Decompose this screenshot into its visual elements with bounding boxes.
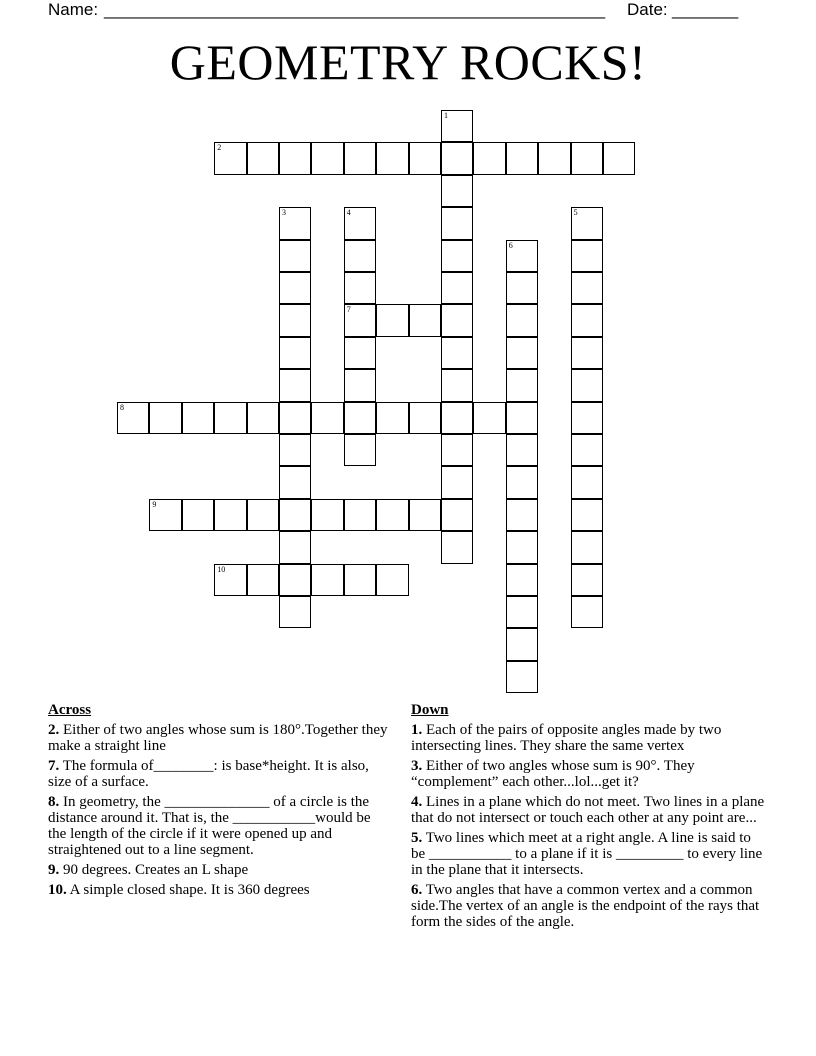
crossword-cell[interactable] — [571, 207, 603, 239]
crossword-cell[interactable] — [441, 434, 473, 466]
crossword-cell[interactable] — [344, 142, 376, 174]
crossword-cell[interactable] — [506, 499, 538, 531]
down-clues — [411, 702, 767, 934]
clue-number-label: 8 — [120, 402, 124, 412]
clue-number: 7. — [48, 758, 60, 774]
crossword-cell[interactable] — [279, 466, 311, 498]
crossword-cell[interactable] — [214, 564, 246, 596]
crossword-cell[interactable] — [506, 142, 538, 174]
clue-down — [411, 882, 767, 930]
date-label: Date: — [627, 0, 668, 19]
crossword-cell[interactable] — [279, 564, 311, 596]
crossword-cell[interactable] — [506, 531, 538, 563]
across-clues — [48, 702, 390, 902]
clue-down — [411, 794, 767, 826]
crossword-cell[interactable] — [473, 142, 505, 174]
crossword-cell[interactable] — [506, 628, 538, 660]
clue-number: 9. — [48, 862, 60, 878]
crossword-cell[interactable] — [376, 499, 408, 531]
crossword-cell[interactable] — [279, 304, 311, 336]
crossword-cell[interactable] — [344, 272, 376, 304]
crossword-cell[interactable] — [376, 564, 408, 596]
crossword-cell[interactable] — [344, 207, 376, 239]
crossword-cell[interactable] — [279, 531, 311, 563]
crossword-cell[interactable] — [311, 564, 343, 596]
crossword-cell[interactable] — [571, 402, 603, 434]
crossword-cell[interactable] — [279, 240, 311, 272]
crossword-cell[interactable] — [344, 304, 376, 336]
crossword-cell[interactable] — [247, 142, 279, 174]
clue-number: 2. — [48, 722, 60, 738]
crossword-cell[interactable] — [603, 142, 635, 174]
crossword-cell[interactable] — [571, 272, 603, 304]
crossword-cell[interactable] — [441, 272, 473, 304]
crossword-cell[interactable] — [506, 304, 538, 336]
crossword-cell[interactable] — [279, 369, 311, 401]
clue-number-label: 3 — [282, 208, 286, 218]
crossword-cell[interactable] — [344, 337, 376, 369]
clue-number: 4. — [411, 794, 423, 810]
crossword-cell[interactable] — [441, 110, 473, 142]
crossword-cell[interactable] — [571, 369, 603, 401]
clue-number: 5. — [411, 830, 423, 846]
crossword-cell[interactable] — [409, 499, 441, 531]
clue-number: 3. — [411, 758, 423, 774]
crossword-cell[interactable] — [571, 304, 603, 336]
clue-number-label: 7 — [346, 305, 351, 315]
crossword-cell[interactable] — [441, 499, 473, 531]
crossword-cell[interactable] — [279, 207, 311, 239]
crossword-cell[interactable] — [571, 466, 603, 498]
crossword-cell[interactable] — [182, 499, 214, 531]
crossword-cell[interactable] — [279, 142, 311, 174]
clue-text: 90 degrees. Creates an L shape — [59, 862, 249, 878]
clue-number-label: 1 — [444, 111, 448, 120]
crossword-cell[interactable] — [571, 564, 603, 596]
crossword-cell[interactable] — [149, 499, 181, 531]
clue-text: In geometry, the ______________ of a circle is the distance around it. That is, the ___________would be the length of the circle if it were opened up and straightened out to a line segment. — [48, 794, 371, 858]
crossword-cell[interactable] — [571, 499, 603, 531]
crossword-cell[interactable] — [571, 434, 603, 466]
crossword-cell[interactable] — [376, 402, 408, 434]
crossword-cell[interactable] — [117, 402, 149, 434]
crossword-cell[interactable] — [441, 240, 473, 272]
crossword-cell[interactable] — [538, 142, 570, 174]
crossword-cell[interactable] — [571, 142, 603, 174]
crossword-cell[interactable] — [441, 207, 473, 239]
crossword-cell[interactable] — [344, 402, 376, 434]
crossword-cell[interactable] — [344, 369, 376, 401]
crossword-cell[interactable] — [344, 240, 376, 272]
crossword-cell[interactable] — [441, 337, 473, 369]
crossword-cell[interactable] — [279, 272, 311, 304]
crossword-cell[interactable] — [344, 499, 376, 531]
clue-text: A simple closed shape. It is 360 degrees — [66, 882, 310, 898]
crossword-cell[interactable] — [506, 596, 538, 628]
crossword-cell[interactable] — [571, 596, 603, 628]
clue-number-label: 2 — [217, 143, 222, 153]
clue-number: 1. — [411, 722, 423, 738]
crossword-cell[interactable] — [571, 240, 603, 272]
crossword-cell[interactable] — [182, 402, 214, 434]
crossword-cell[interactable] — [409, 402, 441, 434]
clue-text: Lines in a plane which do not meet. Two lines in a plane that do not intersect or touch each other at any point are... — [411, 794, 765, 826]
crossword-cell[interactable] — [279, 499, 311, 531]
crossword-cell[interactable] — [344, 434, 376, 466]
crossword-cell[interactable] — [247, 564, 279, 596]
crossword-cell[interactable] — [571, 337, 603, 369]
clue-number-label: 10 — [217, 564, 226, 574]
crossword-cell[interactable] — [214, 499, 246, 531]
crossword-cell[interactable] — [311, 499, 343, 531]
crossword-cell[interactable] — [247, 402, 279, 434]
across-clue-list — [48, 722, 390, 898]
crossword-cell[interactable] — [279, 337, 311, 369]
crossword-cell[interactable] — [214, 142, 246, 174]
clue-number-label: 4 — [346, 208, 351, 218]
down-clue-list — [411, 722, 767, 930]
clue-number-label: 5 — [573, 208, 578, 218]
crossword-cell[interactable] — [441, 369, 473, 401]
crossword-cell[interactable] — [409, 304, 441, 336]
crossword-cell[interactable] — [376, 304, 408, 336]
crossword-cell[interactable] — [441, 175, 473, 207]
crossword-cell[interactable] — [279, 402, 311, 434]
crossword-cell[interactable] — [571, 531, 603, 563]
clue-text: Two lines which meet at a right angle. A line is said to be ___________ to a plane if it is _________ to every line in the plane that it intersects. — [411, 830, 763, 878]
crossword-cell[interactable] — [149, 402, 181, 434]
clue-text: Two angles that have a common vertex and a common side.The vertex of an angle is the endpoint of the rays that form the sides of the angle. — [411, 882, 760, 930]
crossword-cell[interactable] — [506, 369, 538, 401]
crossword-cell[interactable] — [409, 142, 441, 174]
name-blank[interactable]: _____________________________________________________ — [104, 0, 606, 19]
crossword-cell[interactable] — [506, 466, 538, 498]
down-heading: Down — [411, 702, 449, 718]
clue-number: 10. — [48, 882, 67, 898]
clue-number-label: 9 — [152, 499, 157, 509]
crossword-cell[interactable] — [441, 142, 473, 174]
crossword-cell[interactable] — [506, 272, 538, 304]
clue-text: Either of two angles whose sum is 180°.Together they make a straight line — [48, 722, 388, 754]
crossword-cell[interactable] — [247, 499, 279, 531]
clue-number: 8. — [48, 794, 60, 810]
clue-down — [411, 758, 767, 790]
crossword-cell[interactable] — [214, 402, 246, 434]
crossword-cell[interactable] — [506, 564, 538, 596]
clue-down — [411, 830, 767, 878]
crossword-cell[interactable] — [441, 402, 473, 434]
clue-across — [48, 794, 390, 858]
clue-text: Either of two angles whose sum is 90°. They “complement” each other...lol...get it? — [411, 758, 695, 790]
crossword-cell[interactable] — [441, 531, 473, 563]
crossword-cell[interactable] — [279, 434, 311, 466]
clue-across — [48, 722, 390, 754]
clue-text: The formula of________: is base*height. It is also, size of a surface. — [48, 758, 369, 790]
date-blank[interactable]: _______ — [672, 0, 739, 19]
clue-across — [48, 758, 390, 790]
crossword-cell[interactable] — [311, 142, 343, 174]
clue-down — [411, 722, 767, 754]
crossword-cell[interactable] — [506, 402, 538, 434]
crossword-cell[interactable] — [376, 142, 408, 174]
crossword-cell[interactable] — [279, 596, 311, 628]
page-title: GEOMETRY ROCKS! — [169, 34, 647, 90]
across-heading: Across — [48, 702, 92, 718]
clue-text: Each of the pairs of opposite angles made by two intersecting lines. They share the same vertex — [411, 722, 722, 754]
clue-across — [48, 862, 390, 878]
crossword-cell[interactable] — [506, 434, 538, 466]
crossword-cell[interactable] — [441, 304, 473, 336]
crossword-cell[interactable] — [441, 466, 473, 498]
crossword-cell[interactable] — [344, 564, 376, 596]
crossword-cell[interactable] — [473, 402, 505, 434]
crossword-cell[interactable] — [506, 337, 538, 369]
clue-number-label: 6 — [508, 240, 513, 250]
clue-across — [48, 882, 390, 898]
clue-number: 6. — [411, 882, 423, 898]
crossword-cell[interactable] — [506, 661, 538, 693]
crossword-cell[interactable] — [311, 402, 343, 434]
name-label: Name: — [48, 0, 99, 19]
crossword-cell[interactable] — [506, 240, 538, 272]
